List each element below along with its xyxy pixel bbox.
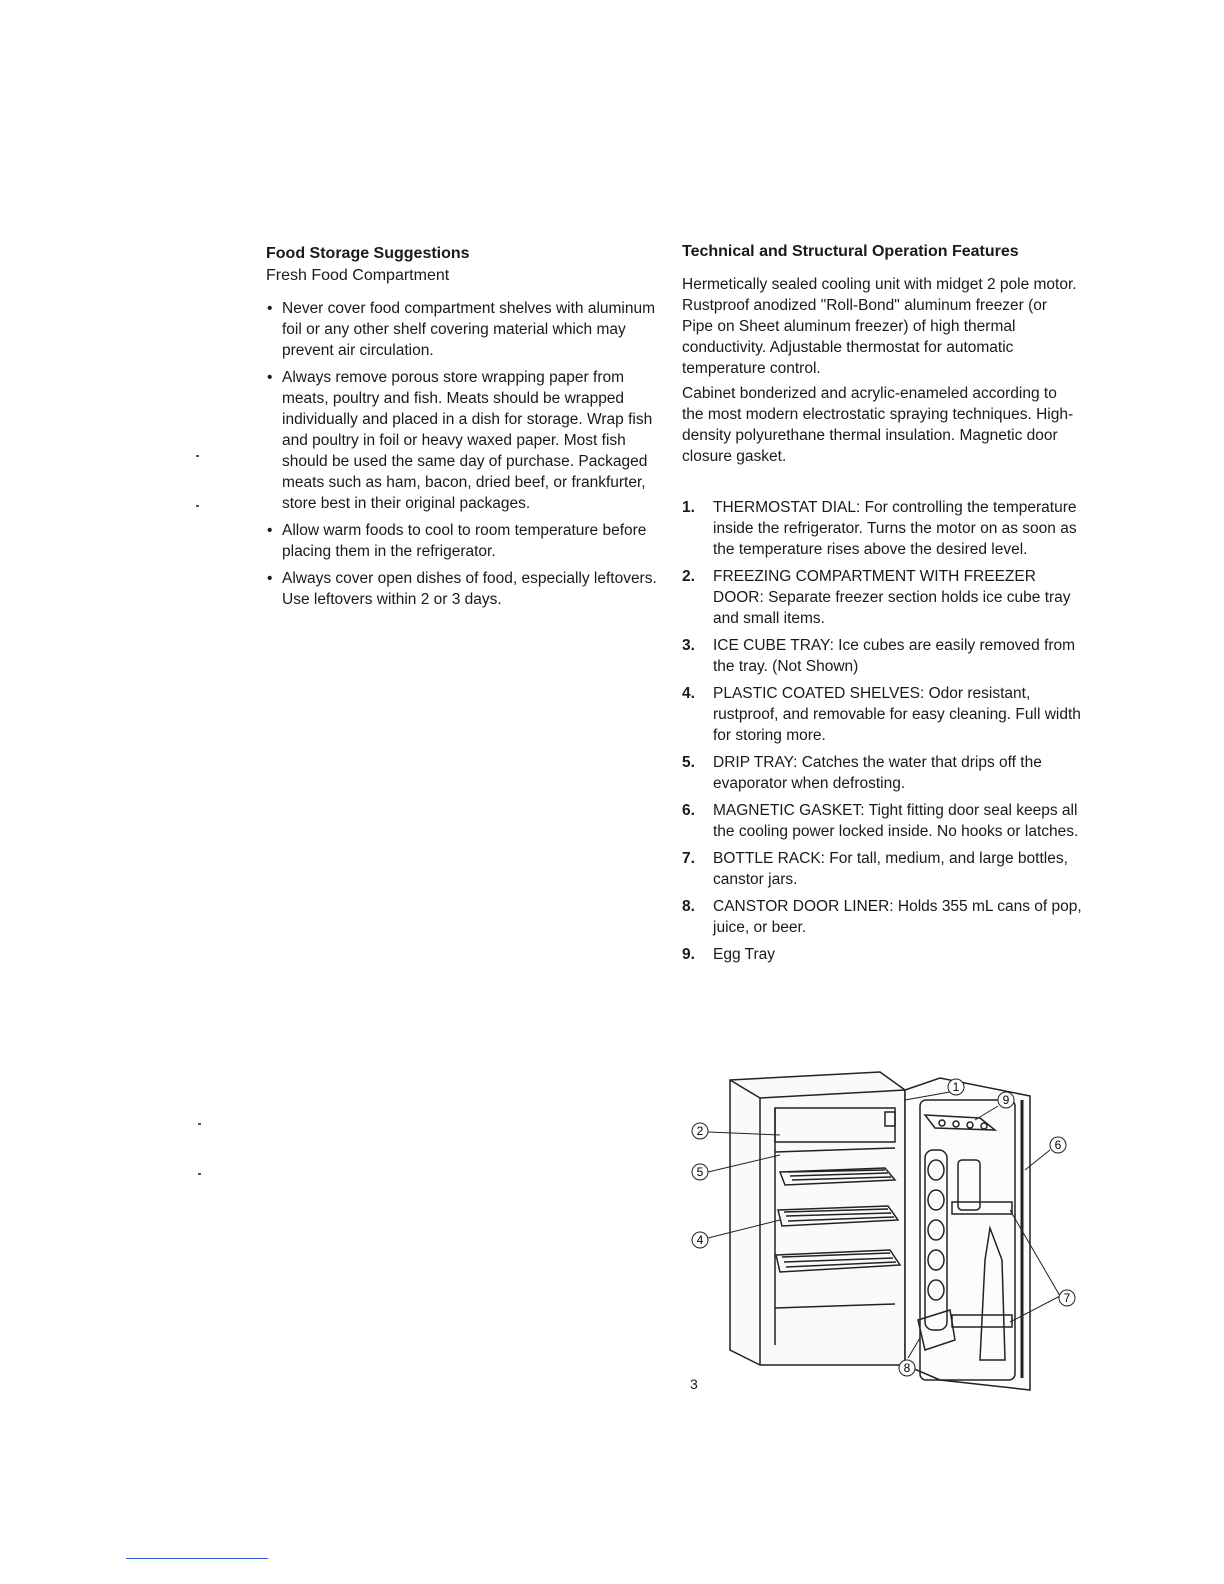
svg-text:2: 2	[696, 1124, 704, 1138]
features-section	[682, 242, 1082, 971]
food-storage-section	[266, 244, 666, 616]
list-item: • Allow warm foods to cool to room temperature before placing them in the refrigerator.	[267, 522, 647, 560]
svg-text:5: 5	[696, 1165, 704, 1179]
parts-list	[682, 497, 1082, 965]
list-item: 2. FREEZING COMPARTMENT WITH FREEZER DOOR: Separate freezer section holds ice cube tray and small items.	[682, 568, 1071, 627]
callout-9	[998, 1092, 1014, 1108]
svg-text:8: 8	[903, 1361, 911, 1375]
svg-text:6: 6	[1054, 1138, 1062, 1152]
bullet-icon: •	[267, 300, 273, 317]
refrigerator-diagram	[680, 1060, 1090, 1395]
features-heading: Technical and Structural Operation Features	[682, 243, 1019, 260]
bottom-rule	[126, 1558, 268, 1559]
fresh-food-subheading: Fresh Food Compartment	[266, 267, 450, 284]
list-item: 7. BOTTLE RACK: For tall, medium, and large bottles, canstor jars.	[682, 850, 1068, 888]
callout-4	[692, 1232, 708, 1248]
bullet-icon: •	[267, 570, 273, 587]
scan-mark	[198, 1123, 201, 1125]
cabinet-body	[730, 1072, 905, 1365]
bullet-icon: •	[267, 522, 273, 539]
list-item: 3. ICE CUBE TRAY: Ice cubes are easily removed from the tray. (Not Shown)	[682, 637, 1076, 675]
list-item: 4. PLASTIC COATED SHELVES: Odor resistant, rustproof, and removable for easy cleaning. Full width for storing more.	[682, 685, 1081, 744]
callout-1	[948, 1079, 964, 1095]
paragraph: Cabinet bonderized and acrylic-enameled according to the most modern electrostatic spraying techniques. High-density polyurethane thermal insulation. Magnetic door closure gasket.	[682, 385, 1074, 465]
scan-mark	[196, 505, 199, 507]
page-number: 3	[690, 1376, 698, 1392]
svg-text:9: 9	[1002, 1093, 1010, 1107]
callout-8	[899, 1360, 915, 1376]
scan-mark	[198, 1173, 201, 1175]
svg-text:1: 1	[952, 1080, 960, 1094]
callout-2	[692, 1123, 708, 1139]
list-item: • Always cover open dishes of food, especially leftovers. Use leftovers within 2 or 3 days.	[267, 570, 657, 608]
svg-text:7: 7	[1063, 1291, 1071, 1305]
list-item: 6. MAGNETIC GASKET: Tight fitting door seal keeps all the cooling power locked inside. No hooks or latches.	[682, 802, 1079, 840]
storage-tips-list	[266, 298, 666, 610]
list-item: 9. Egg Tray	[682, 946, 776, 963]
callout-7	[1059, 1290, 1075, 1306]
paragraph: Hermetically sealed cooling unit with midget 2 pole motor. Rustproof anodized "Roll-Bond" aluminum freezer (or Pipe on Sheet aluminum freezer) of high thermal conductivity. Adjustable thermostat for automatic temperature control.	[682, 276, 1077, 377]
list-item: • Never cover food compartment shelves with aluminum foil or any other shelf covering material which may prevent air circulation.	[267, 300, 656, 359]
scan-mark	[196, 455, 199, 457]
callout-5	[692, 1164, 708, 1180]
callout-6	[1050, 1137, 1066, 1153]
features-paragraphs	[682, 274, 1082, 467]
list-item: • Always remove porous store wrapping paper from meats, poultry and fish. Meats should be wrapped individually and placed in a dish for storage. Wrap fish and poultry in foil or heavy waxed paper. Most fish should be used the same day of purchase. Packaged meats such as ham, bacon, dried beef, or frankfurter, store best in their original packages.	[267, 369, 653, 512]
list-item: 1. THERMOSTAT DIAL: For controlling the temperature inside the refrigerator. Turns the motor on as soon as the temperature rises above the desired level.	[682, 499, 1077, 558]
list-item: 8. CANSTOR DOOR LINER: Holds 355 mL cans of pop, juice, or beer.	[682, 898, 1082, 936]
food-storage-heading: Food Storage Suggestions	[266, 245, 470, 262]
list-item: 5. DRIP TRAY: Catches the water that drips off the evaporator when defrosting.	[682, 754, 1042, 792]
svg-text:4: 4	[696, 1233, 704, 1247]
bullet-icon: •	[267, 369, 273, 386]
